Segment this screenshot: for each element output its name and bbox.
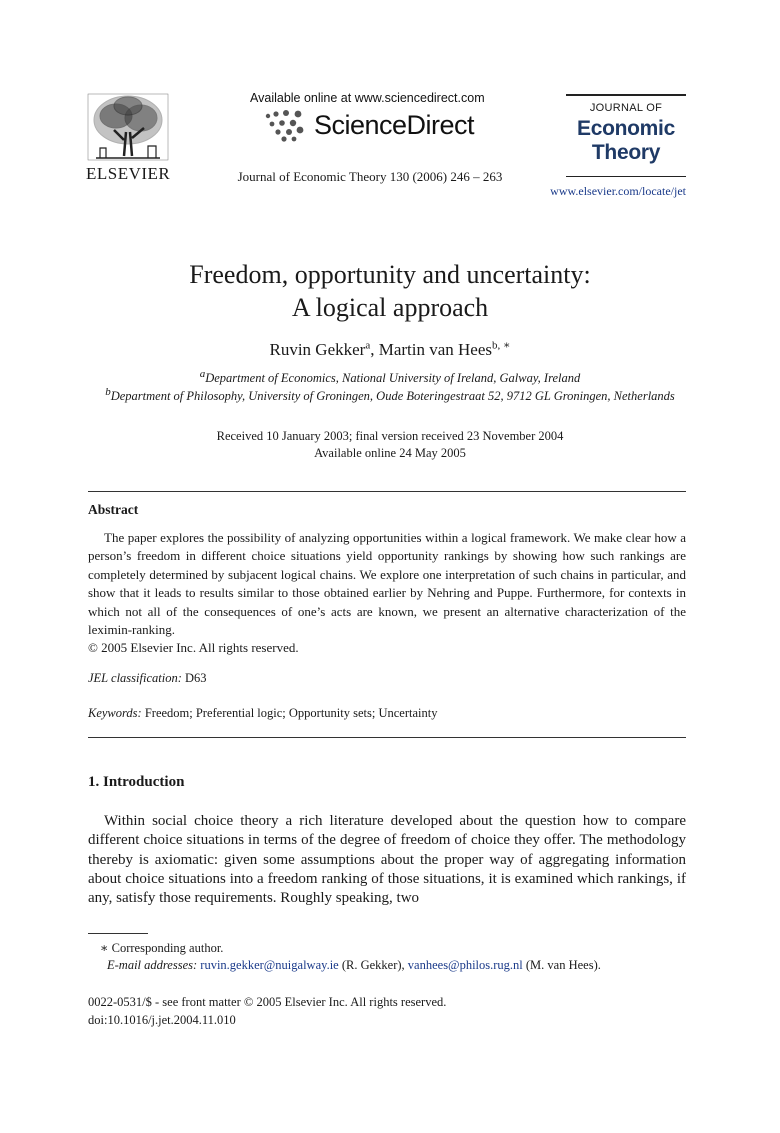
doi-link[interactable]: doi:10.1016/j.jet.2004.11.010	[88, 1013, 236, 1027]
footnote-divider	[88, 933, 148, 934]
abstract-bottom-divider	[88, 737, 686, 738]
introduction-body	[88, 812, 686, 908]
author-affiliation-mark[interactable]: b, ∗	[492, 339, 511, 352]
footnote-email-addresses	[107, 958, 601, 973]
footnote-corresponding-author: ∗ Corresponding author.	[100, 941, 224, 955]
email-label: E-mail addresses:	[107, 958, 198, 972]
affiliation-text: Department of Philosophy, University of Groningen, Oude Boteringestraat 52, 9712 GL Groningen, Netherlands	[110, 389, 675, 403]
article-title-line1: Freedom, opportunity and uncertainty:	[189, 260, 591, 289]
journal-logo-line2: Economic	[577, 117, 675, 140]
article-title-line2: A logical approach	[291, 293, 489, 322]
affiliation-a	[90, 367, 690, 386]
journal-logo-line1: JOURNAL OF	[589, 102, 663, 114]
sciencedirect-available-text[interactable]: Available online at www.sciencedirect.com	[250, 91, 485, 105]
affiliation-mark: a	[199, 367, 206, 380]
affiliation-text: Department of Economics, National University of Ireland, Galway, Ireland	[205, 371, 581, 385]
email-owner: (M. van Hees).	[522, 958, 601, 972]
keywords	[88, 706, 437, 721]
abstract-copyright: © 2005 Elsevier Inc. All rights reserved.	[88, 640, 299, 655]
keywords-label: Keywords:	[88, 706, 142, 720]
introduction-paragraph: Within social choice theory a rich literature developed about the question how to compare different choice situations in terms of the degree of freedom of choice they offer. The methodology thereby is axiomatic: given some assumptions about the proper way of aggregating information about choice situations into a freedom ranking of those situations, it is examined which rankings, if any, satisfy those requirements. Roughly speaking, two	[88, 813, 686, 907]
email-link[interactable]: ruvin.gekker@nuigalway.ie	[200, 958, 339, 972]
author-name: Martin van Hees	[378, 340, 493, 359]
email-link[interactable]: vanhees@philos.rug.nl	[407, 958, 523, 972]
publisher-name: ELSEVIER	[86, 164, 171, 183]
abstract-top-divider	[88, 491, 686, 492]
author-list	[90, 340, 690, 360]
email-owner: (R. Gekker),	[338, 958, 408, 972]
sciencedirect-logo-text: ScienceDirect	[314, 110, 475, 140]
author-affiliation-mark[interactable]: a	[365, 339, 371, 352]
available-online-date: Available online 24 May 2005	[314, 446, 466, 460]
keywords-value: Freedom; Preferential logic; Opportunity sets; Uncertainty	[141, 706, 438, 720]
jel-classification	[88, 671, 207, 686]
sciencedirect-dots-icon	[262, 108, 310, 144]
author-name: Ruvin Gekker	[269, 340, 366, 359]
journal-logo-line3: Theory	[591, 141, 661, 164]
received-dates: Received 10 January 2003; final version received 23 November 2004	[216, 429, 564, 443]
jel-value: D63	[181, 671, 207, 685]
jel-label: JEL classification:	[88, 671, 182, 685]
affiliation-mark: b	[105, 385, 111, 398]
journal-citation: Journal of Economic Theory 130 (2006) 246 – 263	[237, 169, 503, 184]
author-separator: ,	[370, 340, 379, 359]
issn-line: 0022-0531/$ - see front matter © 2005 Elsevier Inc. All rights reserved.	[88, 995, 447, 1009]
abstract-body	[88, 529, 686, 639]
journal-url-link[interactable]: www.elsevier.com/locate/jet	[550, 184, 686, 198]
affiliation-b	[100, 385, 680, 405]
section-heading-introduction: 1. Introduction	[88, 774, 185, 790]
abstract-paragraph: The paper explores the possibility of analyzing opportunities within a logical framework. We make clear how a person’s freedom in different choice situations yield opportunity rankings by showing how such rankings are completely determined by subjacent logical chains. We explore one interpretation of such chains in particular, and show that it leads to results similar to those obtained earlier by Nehring and Puppe. Furthermore, for contexts in which not all of the consequences of one’s acts are known, we present an alternative characterization of the leximin-ranking.	[88, 530, 686, 638]
abstract-heading: Abstract	[88, 502, 139, 517]
